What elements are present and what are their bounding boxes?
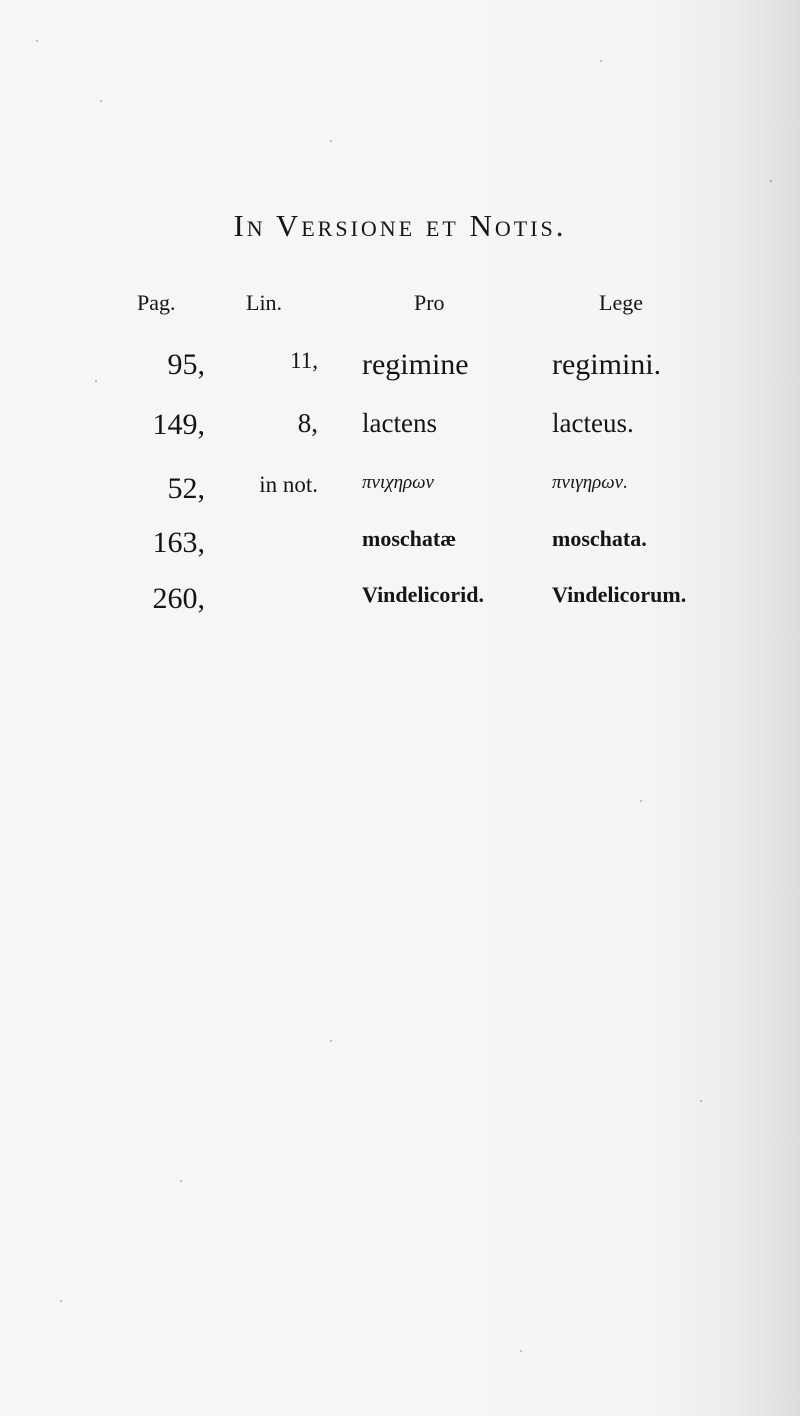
cell-pro: regimine [362,348,469,381]
paper-speck [330,140,332,142]
cell-lege: Vindelicorum. [552,582,687,607]
header-pro: Pro [414,290,445,315]
cell-pro: Vindelicorid. [362,582,485,607]
paper-speck [100,100,102,102]
cell-lin: 11, [290,348,318,373]
paper-speck [770,180,772,182]
paper-speck [36,40,38,42]
header-lin: Lin. [246,290,283,315]
header-pag: Pag. [137,290,176,315]
table-row [0,472,800,512]
cell-lege: πνιγηρων. [552,472,628,493]
cell-pro: πνιχηρων [362,472,434,493]
cell-pro: moschatæ [362,526,457,551]
paper-speck [180,1180,182,1182]
cell-lin: in not. [259,472,318,497]
cell-pag: 163, [152,526,205,559]
paper-speck [520,1350,522,1352]
cell-lege: moschata. [552,526,647,551]
table-row [0,408,800,448]
paper-speck [60,1300,62,1302]
cell-lege: lacteus. [552,408,634,438]
table-row [0,582,800,622]
header-lege: Lege [599,290,643,315]
cell-pag: 52, [167,472,205,505]
paper-speck [640,800,642,802]
cell-pag: 95, [167,348,205,381]
table-header [0,290,800,330]
paper-speck [330,1040,332,1042]
page-title: In Versione et Notis. [233,208,567,243]
cell-pag: 260, [152,582,205,615]
cell-lin: 8, [297,408,318,438]
cell-lege: regimini. [552,348,662,381]
table-row [0,348,800,388]
paper-speck [600,60,602,62]
table-row [0,526,800,566]
paper-speck [700,1100,702,1102]
cell-pag: 149, [152,408,205,441]
cell-pro: lactens [362,408,437,438]
